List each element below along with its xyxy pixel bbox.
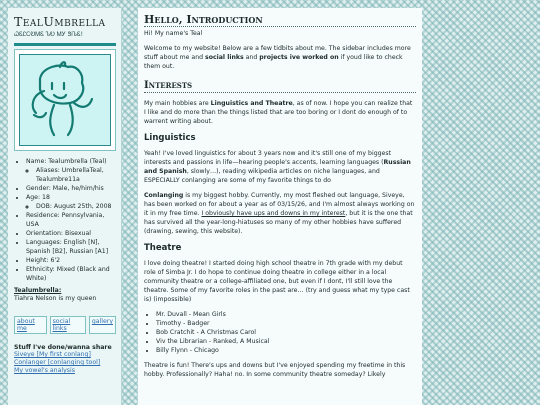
projects-list [14, 351, 116, 375]
project-link-siveye[interactable]: Siveye [My first conlang] [14, 351, 91, 358]
info-aliases: ◦ Aliases: UmbrellaTeal, Tealumbre11a [36, 166, 116, 184]
theatre-heading: Theatre [144, 243, 182, 253]
main-content [138, 8, 422, 405]
nav-gallery-link[interactable]: gallery [89, 316, 116, 334]
linguistics-heading: Linguistics [144, 133, 196, 143]
project-link-vowel-analysis[interactable]: My vowel's analysis [14, 367, 75, 374]
sidebar [8, 8, 122, 405]
linguistics-paragraph-2: Conlanging is my biggest hobby. Currently, my most fleshed out language, Siveye, has been worked on for about a year as of 03/15/26, and I'm almost always working on it in my free time. I obviously have ups and downs in my interest, but it is the one that has survived all the year-long-hiatuses so many of my other hobbies have suffered (drawing, sewing, this website). [144, 192, 415, 235]
info-languages: • Languages: English [N], Spanish [B2], Russian [A1] [26, 238, 116, 256]
list-item: • Viv the Librarian - Ranked, A Musical [156, 337, 416, 346]
list-item: • Bob Cratchit - A Christmas Carol [156, 328, 416, 337]
info-age: • Age: 18 ◦ DOB: August 25th, 2008 [26, 193, 116, 211]
nav-about-me-link[interactable]: about me [14, 316, 47, 334]
info-orientation: • Orientation: Bisexual [26, 229, 116, 238]
site-subtitle: ᏇᏋᏝᏟᎧᎷᏋ ᏖᎧ ᎷᎩ ᏕᎥᏖᏋ! [14, 31, 84, 38]
sidebar-nav [14, 316, 116, 334]
info-gender: • Gender: Male, he/him/his [26, 184, 116, 193]
about-info-list [14, 157, 116, 283]
project-link-conlanger[interactable]: Conlanger [conlanging tool] [14, 359, 101, 366]
interests-text: My main hobbies are Linguistics and Theatre, as of now. I hope you can realize that I like and do more than the things listed that are too boring or I dont do enough of to warrent writing about. [144, 100, 413, 125]
accent-divider [14, 43, 116, 46]
nav-social-links-link[interactable]: social links [50, 316, 86, 334]
avatar-frame [19, 54, 111, 146]
theatre-roles-list [144, 310, 416, 355]
favorite-heading: Tealumbrella: [14, 287, 62, 294]
theatre-paragraph-1: I love doing theatre! I started doing high school theatre in 7th grade with my debut role of Simba Jr. I do hope to continue doing theatre in college either in a local community theatre or a college-affiliated one, but even if I dont, I'll still love the theatre. Some of my favorite roles in the past are… (try and guess what my type cast is) (impossible) [144, 260, 410, 303]
site-title: TealUmbrella [14, 14, 106, 29]
intro-heading: Hello, Introduction [144, 15, 416, 27]
list-item: • Billy Flynn - Chicago [156, 346, 416, 355]
info-residence: • Residence: Pennsylvania, USA [26, 211, 116, 229]
list-item: • Mr. Duvall - Mean Girls [156, 310, 416, 319]
theatre-paragraph-2: Theatre is fun! There's ups and downs but I've enjoyed spending my freetime in this hobby. Professionally? Haha! no. In some community theatre someday? Likely [144, 362, 406, 378]
avatar-drawing-icon [20, 55, 110, 145]
list-item: • Timothy - Badger [156, 319, 416, 328]
favorite-text: Tiahra Nelson is my queen [14, 295, 97, 302]
intro-greeting: Hi! My name's Teal [144, 30, 203, 37]
avatar [14, 49, 116, 151]
interests-heading: Interests [144, 81, 416, 93]
projects-heading: Stuff I've done/wanna share [14, 344, 112, 351]
info-height: • Height: 6'2 [26, 256, 116, 265]
info-name: • Name: Tealumbrella (Teal) ◦ Aliases: UmbrellaTeal, Tealumbre11a [26, 157, 116, 184]
info-ethnicity: • Ethnicity: Mixed (Black and White) [26, 265, 116, 283]
intro-welcome: Welcome to my website! Below are a few tidbits about me. The sidebar includes more stuff about me and social links and projects ive worked on if youd like to check them out. [144, 45, 411, 70]
linguistics-paragraph-1: Yeah! I've loved linguistics for about 3 years now and it's still one of my biggest interests and passions in life—hearing people's accents, learning languages (Russian and Spanish, slowly…), reading wikipedia articles on niche languages, and ESPECIALLY conlanging are some of my favorite things to do [144, 150, 411, 184]
info-dob: ◦ DOB: August 25th, 2008 [36, 202, 116, 211]
